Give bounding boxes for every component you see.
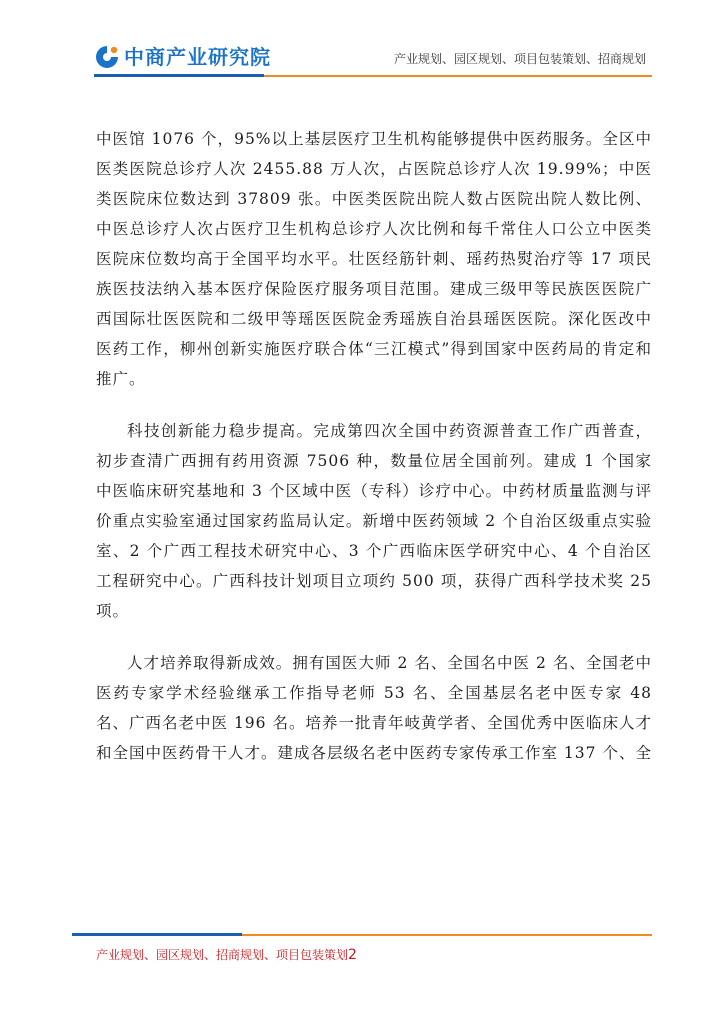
brand-logo xyxy=(94,44,271,70)
logo-text: 中商产业研究院 xyxy=(124,45,271,69)
header-rule-blue xyxy=(94,74,264,77)
footer-rule-blue xyxy=(72,933,242,936)
page-footer xyxy=(96,946,357,963)
page-number: 2 xyxy=(348,947,357,963)
footer-rule-orange xyxy=(242,934,652,936)
paragraph-tech-innovation: 科技创新能力稳步提高。完成第四次全国中药资源普查工作广西普查，初步查清广西拥有药用资源 7506 种，数量位居全国前列。建成 1 个国家中医临床研究基地和 3 个区域中医（专科）诊疗中心。中药材质量监测与评价重点实验室通过国家药监局认定。新增中医药领域 2 个自治区级重点实验室、2 个广西工程技术研究中心、3 个广西临床医学研究中心、4 个自治区工程研究中心。广西科技计划项目立项约 500 项，获得广西科学技术奖 25 项。 xyxy=(96,422,652,620)
page-header xyxy=(0,0,724,85)
header-tagline: 产业规划、园区规划、项目包装策划、招商规划 xyxy=(393,52,646,66)
document-body xyxy=(96,124,652,790)
paragraph-hospitals: 中医馆 1076 个，95%以上基层医疗卫生机构能够提供中医药服务。全区中医类医院总诊疗人次 2455.88 万人次，占医院总诊疗人次 19.99%；中医类医院床位数达到 37809 张。中医类医院出院人数占医院出院人数比例、中医总诊疗人次占医疗卫生机构总诊疗人次比例和每千常住人口公立中医类医院床位数均高于全国平均水平。壮医经筋针刺、瑶药热熨治疗等 17 项民族医技法纳入基本医疗保险医疗服务项目范围。建成三级甲等民族医医院广西国际壮医医院和二级甲等瑶医医院金秀瑶族自治县瑶医医院。深化医改中医药工作，柳州创新实施医疗联合体“三江模式”得到国家中医药局的肯定和推广。 xyxy=(96,130,652,388)
header-rule-orange xyxy=(264,75,652,77)
footer-text: 产业规划、园区规划、招商规划、项目包装策划 xyxy=(96,948,349,962)
logo-mark-icon xyxy=(94,44,120,70)
paragraph-talent-training: 人才培养取得新成效。拥有国医大师 2 名、全国名中医 2 名、全国老中医药专家学术经验继承工作指导老师 53 名、全国基层名老中医专家 48 名、广西名老中医 196 名。培养一批青年岐黄学者、全国优秀中医临床人才和全国中医药骨干人才。建成各层级名老中医药专家传承工作室 137 个、全 xyxy=(96,654,652,762)
